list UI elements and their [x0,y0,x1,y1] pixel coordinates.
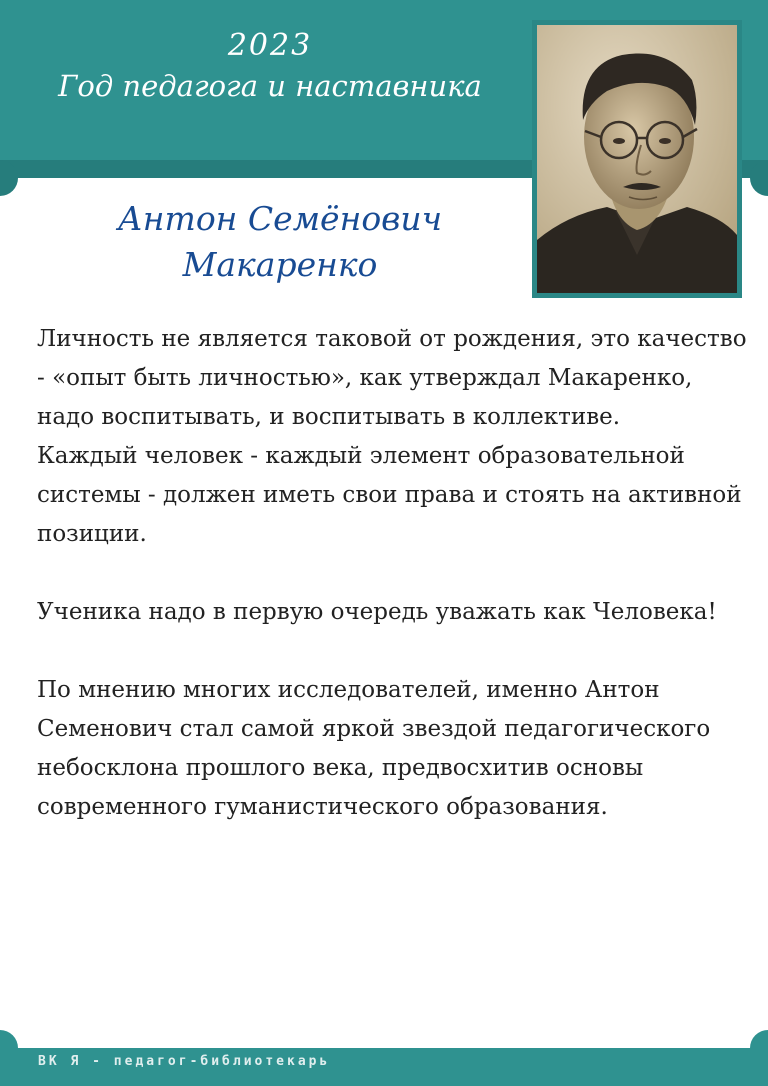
paragraph-2: Каждый человек - каждый элемент образовательной системы - должен иметь свои права и стоять на активной позиции. [37,443,742,547]
footer-band [0,1048,768,1086]
paragraph-4: По мнению многих исследователей, именно Антон Семенович стал самой яркой звездой педагогического небосклона прошлого века, предвосхитив основы современного гуманистического образования. [37,677,711,820]
body-text [37,320,752,827]
footer-text: ВК Я - педагог-библиотекарь [38,1054,331,1069]
portrait-frame [532,20,742,298]
portrait-illustration [537,25,737,293]
portrait-photo [537,25,737,293]
person-name-first-line: Антон Семёнович [117,199,443,238]
person-name-second-line: Макаренко [182,245,378,284]
header-title [20,28,520,106]
person-name [70,196,490,288]
header-year: 2023 [227,28,313,63]
paragraph-3: Ученика надо в первую очередь уважать как Человека! [37,599,717,625]
paragraph-1: Личность не является таковой от рождения, это качество - «опыт быть личностью», как утверждал Макаренко, надо воспитывать, и воспитывать в коллективе. [37,326,747,430]
header-subtitle: Год педагога и наставника [58,69,482,103]
